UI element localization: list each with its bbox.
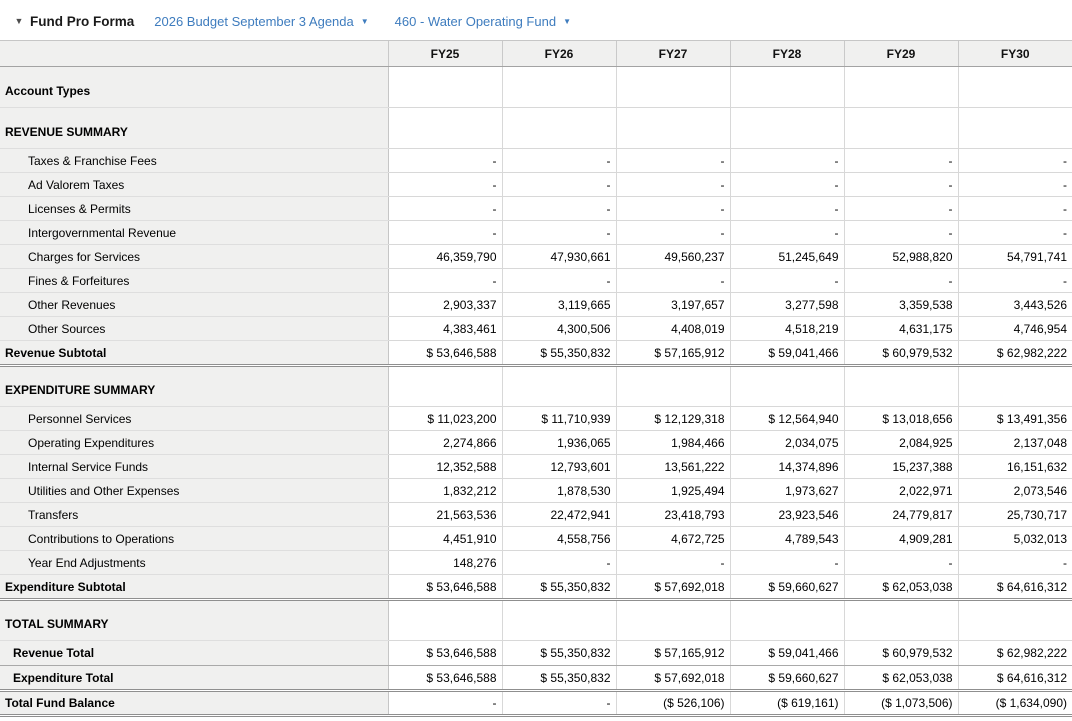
- table-cell-fy26: $ 55,350,832: [502, 641, 616, 666]
- table-cell-fy29: -: [844, 269, 958, 293]
- table-cell-fy27: 23,418,793: [616, 503, 730, 527]
- table-cell-fy27: 49,560,237: [616, 245, 730, 269]
- table-cell-fy30: 25,730,717: [958, 503, 1072, 527]
- table-cell-fy27: -: [616, 149, 730, 173]
- table-cell-fy28: -: [730, 269, 844, 293]
- table-row: [0, 366, 1072, 407]
- table-cell-fy25: -: [388, 221, 502, 245]
- column-header-fy26: FY26: [502, 41, 616, 67]
- row-label: REVENUE SUMMARY: [0, 108, 388, 149]
- table-cell-fy25: -: [388, 149, 502, 173]
- table-cell-fy29: -: [844, 149, 958, 173]
- row-label: Internal Service Funds: [0, 455, 388, 479]
- column-header-fy29: FY29: [844, 41, 958, 67]
- table-cell-fy30: 2,073,546: [958, 479, 1072, 503]
- table-cell-fy27: -: [616, 269, 730, 293]
- row-label: Revenue Total: [0, 641, 388, 666]
- table-cell-fy30: 54,791,741: [958, 245, 1072, 269]
- table-cell-fy25: -: [388, 173, 502, 197]
- table-cell-fy26: 12,793,601: [502, 455, 616, 479]
- row-label: Utilities and Other Expenses: [0, 479, 388, 503]
- table-cell-fy30: [958, 600, 1072, 641]
- table-cell-fy25: $ 11,023,200: [388, 407, 502, 431]
- corner-cell: [0, 41, 388, 67]
- table-cell-fy29: [844, 108, 958, 149]
- table-cell-fy28: 14,374,896: [730, 455, 844, 479]
- table-cell-fy29: -: [844, 197, 958, 221]
- table-row: [0, 245, 1072, 269]
- row-label: Total Fund Balance: [0, 691, 388, 716]
- table-cell-fy28: -: [730, 221, 844, 245]
- table-cell-fy28: -: [730, 197, 844, 221]
- table-header-row: [0, 41, 1072, 67]
- table-cell-fy25: $ 53,646,588: [388, 641, 502, 666]
- table-row: [0, 293, 1072, 317]
- table-row: [0, 407, 1072, 431]
- table-cell-fy25: -: [388, 269, 502, 293]
- table-cell-fy26: $ 55,350,832: [502, 341, 616, 366]
- table-row: [0, 341, 1072, 366]
- table-row: [0, 641, 1072, 666]
- table-cell-fy30: $ 13,491,356: [958, 407, 1072, 431]
- table-cell-fy29: $ 13,018,656: [844, 407, 958, 431]
- table-cell-fy25: $ 53,646,588: [388, 341, 502, 366]
- table-cell-fy30: $ 62,982,222: [958, 641, 1072, 666]
- column-header-fy28: FY28: [730, 41, 844, 67]
- table-cell-fy28: ($ 619,161): [730, 691, 844, 716]
- table-cell-fy30: -: [958, 269, 1072, 293]
- table-cell-fy25: 21,563,536: [388, 503, 502, 527]
- table-cell-fy30: [958, 366, 1072, 407]
- row-label: Account Types: [0, 67, 388, 108]
- row-label: Transfers: [0, 503, 388, 527]
- table-cell-fy27: ($ 526,106): [616, 691, 730, 716]
- table-cell-fy30: ($ 1,634,090): [958, 691, 1072, 716]
- row-label: Ad Valorem Taxes: [0, 173, 388, 197]
- table-cell-fy28: $ 59,041,466: [730, 641, 844, 666]
- table-cell-fy26: -: [502, 269, 616, 293]
- table-cell-fy26: 22,472,941: [502, 503, 616, 527]
- table-cell-fy28: -: [730, 551, 844, 575]
- table-cell-fy26: 1,936,065: [502, 431, 616, 455]
- table-cell-fy28: [730, 67, 844, 108]
- row-label: Taxes & Franchise Fees: [0, 149, 388, 173]
- table-cell-fy27: 4,408,019: [616, 317, 730, 341]
- row-label: Contributions to Operations: [0, 527, 388, 551]
- table-row: [0, 431, 1072, 455]
- table-cell-fy27: 1,925,494: [616, 479, 730, 503]
- chevron-down-icon: ▼: [563, 16, 571, 26]
- table-cell-fy27: [616, 600, 730, 641]
- table-cell-fy25: 2,274,866: [388, 431, 502, 455]
- table-cell-fy25: [388, 366, 502, 407]
- row-label: Operating Expenditures: [0, 431, 388, 455]
- row-label: Other Revenues: [0, 293, 388, 317]
- column-header-fy30: FY30: [958, 41, 1072, 67]
- table-cell-fy25: 4,451,910: [388, 527, 502, 551]
- table-cell-fy30: $ 62,982,222: [958, 341, 1072, 366]
- table-cell-fy28: -: [730, 149, 844, 173]
- table-cell-fy26: 47,930,661: [502, 245, 616, 269]
- table-cell-fy26: [502, 108, 616, 149]
- table-cell-fy29: 24,779,817: [844, 503, 958, 527]
- table-cell-fy29: 4,909,281: [844, 527, 958, 551]
- table-cell-fy27: 4,672,725: [616, 527, 730, 551]
- table-cell-fy26: -: [502, 173, 616, 197]
- table-cell-fy29: 4,631,175: [844, 317, 958, 341]
- table-row: [0, 666, 1072, 691]
- table-row: [0, 691, 1072, 716]
- budget-dropdown-label: 2026 Budget September 3 Agenda: [154, 13, 354, 29]
- table-cell-fy25: [388, 108, 502, 149]
- table-cell-fy28: 51,245,649: [730, 245, 844, 269]
- budget-dropdown[interactable]: [154, 14, 368, 29]
- table-cell-fy27: [616, 366, 730, 407]
- table-cell-fy28: 4,518,219: [730, 317, 844, 341]
- table-cell-fy30: -: [958, 173, 1072, 197]
- table-cell-fy27: $ 57,692,018: [616, 666, 730, 691]
- row-label: Expenditure Total: [0, 666, 388, 691]
- table-cell-fy26: -: [502, 221, 616, 245]
- table-cell-fy29: -: [844, 173, 958, 197]
- table-cell-fy26: 1,878,530: [502, 479, 616, 503]
- table-cell-fy29: [844, 600, 958, 641]
- table-cell-fy25: 46,359,790: [388, 245, 502, 269]
- table-cell-fy29: 2,022,971: [844, 479, 958, 503]
- chevron-down-icon: ▼: [360, 16, 369, 26]
- table-cell-fy25: [388, 67, 502, 108]
- table-cell-fy26: -: [502, 149, 616, 173]
- table-cell-fy25: -: [388, 197, 502, 221]
- table-row: [0, 269, 1072, 293]
- table-cell-fy26: -: [502, 691, 616, 716]
- table-cell-fy30: -: [958, 221, 1072, 245]
- table-cell-fy27: $ 57,165,912: [616, 641, 730, 666]
- table-cell-fy28: 23,923,546: [730, 503, 844, 527]
- table-cell-fy27: $ 12,129,318: [616, 407, 730, 431]
- table-row: [0, 149, 1072, 173]
- table-cell-fy28: $ 59,660,627: [730, 666, 844, 691]
- table-row: [0, 575, 1072, 600]
- table-cell-fy28: 4,789,543: [730, 527, 844, 551]
- row-label: Revenue Subtotal: [0, 341, 388, 366]
- table-cell-fy27: -: [616, 173, 730, 197]
- collapse-section-icon[interactable]: ▼: [14, 16, 24, 26]
- table-cell-fy27: -: [616, 551, 730, 575]
- fund-dropdown[interactable]: [395, 14, 571, 29]
- column-header-fy25: FY25: [388, 41, 502, 67]
- table-row: [0, 173, 1072, 197]
- row-label: Licenses & Permits: [0, 197, 388, 221]
- table-row: [0, 503, 1072, 527]
- table-cell-fy26: 4,558,756: [502, 527, 616, 551]
- row-label: Intergovernmental Revenue: [0, 221, 388, 245]
- table-cell-fy26: $ 11,710,939: [502, 407, 616, 431]
- table-cell-fy29: -: [844, 221, 958, 245]
- table-cell-fy27: 13,561,222: [616, 455, 730, 479]
- row-label: Expenditure Subtotal: [0, 575, 388, 600]
- table-cell-fy30: 16,151,632: [958, 455, 1072, 479]
- table-cell-fy28: [730, 366, 844, 407]
- table-cell-fy30: -: [958, 197, 1072, 221]
- column-header-fy27: FY27: [616, 41, 730, 67]
- table-cell-fy30: 4,746,954: [958, 317, 1072, 341]
- table-cell-fy27: 1,984,466: [616, 431, 730, 455]
- table-cell-fy26: -: [502, 197, 616, 221]
- table-cell-fy30: $ 64,616,312: [958, 575, 1072, 600]
- header-bar: [0, 0, 1072, 40]
- table-cell-fy30: [958, 108, 1072, 149]
- table-cell-fy26: 3,119,665: [502, 293, 616, 317]
- table-cell-fy30: [958, 67, 1072, 108]
- table-cell-fy28: $ 12,564,940: [730, 407, 844, 431]
- table-cell-fy30: $ 64,616,312: [958, 666, 1072, 691]
- row-label: Fines & Forfeitures: [0, 269, 388, 293]
- table-cell-fy28: -: [730, 173, 844, 197]
- table-cell-fy29: [844, 67, 958, 108]
- table-body: [0, 67, 1072, 716]
- table-row: [0, 221, 1072, 245]
- table-cell-fy28: [730, 600, 844, 641]
- table-cell-fy30: 2,137,048: [958, 431, 1072, 455]
- table-row: [0, 551, 1072, 575]
- table-cell-fy26: [502, 366, 616, 407]
- table-cell-fy29: 3,359,538: [844, 293, 958, 317]
- table-cell-fy29: 52,988,820: [844, 245, 958, 269]
- page-title: Fund Pro Forma: [30, 13, 135, 29]
- table-cell-fy29: $ 62,053,038: [844, 666, 958, 691]
- table-row: [0, 197, 1072, 221]
- table-row: [0, 527, 1072, 551]
- table-cell-fy28: [730, 108, 844, 149]
- row-label: Other Sources: [0, 317, 388, 341]
- table-cell-fy29: [844, 366, 958, 407]
- table-cell-fy25: $ 53,646,588: [388, 575, 502, 600]
- table-cell-fy25: 12,352,588: [388, 455, 502, 479]
- table-cell-fy27: -: [616, 221, 730, 245]
- row-label: TOTAL SUMMARY: [0, 600, 388, 641]
- table-cell-fy30: 5,032,013: [958, 527, 1072, 551]
- table-cell-fy29: $ 60,979,532: [844, 341, 958, 366]
- table-cell-fy30: 3,443,526: [958, 293, 1072, 317]
- table-cell-fy29: 2,084,925: [844, 431, 958, 455]
- row-label: EXPENDITURE SUMMARY: [0, 366, 388, 407]
- table-cell-fy25: 148,276: [388, 551, 502, 575]
- table-cell-fy26: 4,300,506: [502, 317, 616, 341]
- table-cell-fy30: -: [958, 149, 1072, 173]
- table-cell-fy26: -: [502, 551, 616, 575]
- table-cell-fy27: [616, 67, 730, 108]
- table-cell-fy27: [616, 108, 730, 149]
- table-cell-fy28: 2,034,075: [730, 431, 844, 455]
- table-row: [0, 67, 1072, 108]
- table-cell-fy26: $ 55,350,832: [502, 666, 616, 691]
- table-cell-fy25: [388, 600, 502, 641]
- table-cell-fy27: -: [616, 197, 730, 221]
- table-cell-fy25: 2,903,337: [388, 293, 502, 317]
- table-row: [0, 455, 1072, 479]
- table-cell-fy27: 3,197,657: [616, 293, 730, 317]
- table-cell-fy29: ($ 1,073,506): [844, 691, 958, 716]
- table-cell-fy26: [502, 600, 616, 641]
- table-cell-fy26: [502, 67, 616, 108]
- table-row: [0, 108, 1072, 149]
- table-row: [0, 317, 1072, 341]
- table-cell-fy29: 15,237,388: [844, 455, 958, 479]
- table-cell-fy25: 1,832,212: [388, 479, 502, 503]
- table-cell-fy25: 4,383,461: [388, 317, 502, 341]
- row-label: Charges for Services: [0, 245, 388, 269]
- row-label: Personnel Services: [0, 407, 388, 431]
- table-cell-fy29: $ 62,053,038: [844, 575, 958, 600]
- table-cell-fy28: 3,277,598: [730, 293, 844, 317]
- table-row: [0, 600, 1072, 641]
- table-cell-fy25: -: [388, 691, 502, 716]
- fund-dropdown-label: 460 - Water Operating Fund: [394, 13, 557, 29]
- table-cell-fy27: $ 57,165,912: [616, 341, 730, 366]
- table-cell-fy27: $ 57,692,018: [616, 575, 730, 600]
- table-cell-fy30: -: [958, 551, 1072, 575]
- table-cell-fy26: $ 55,350,832: [502, 575, 616, 600]
- table-cell-fy28: 1,973,627: [730, 479, 844, 503]
- fund-pro-forma-table: [0, 40, 1072, 717]
- table-cell-fy28: $ 59,041,466: [730, 341, 844, 366]
- table-cell-fy25: $ 53,646,588: [388, 666, 502, 691]
- table-cell-fy29: $ 60,979,532: [844, 641, 958, 666]
- table-cell-fy28: $ 59,660,627: [730, 575, 844, 600]
- table-cell-fy29: -: [844, 551, 958, 575]
- table-row: [0, 479, 1072, 503]
- row-label: Year End Adjustments: [0, 551, 388, 575]
